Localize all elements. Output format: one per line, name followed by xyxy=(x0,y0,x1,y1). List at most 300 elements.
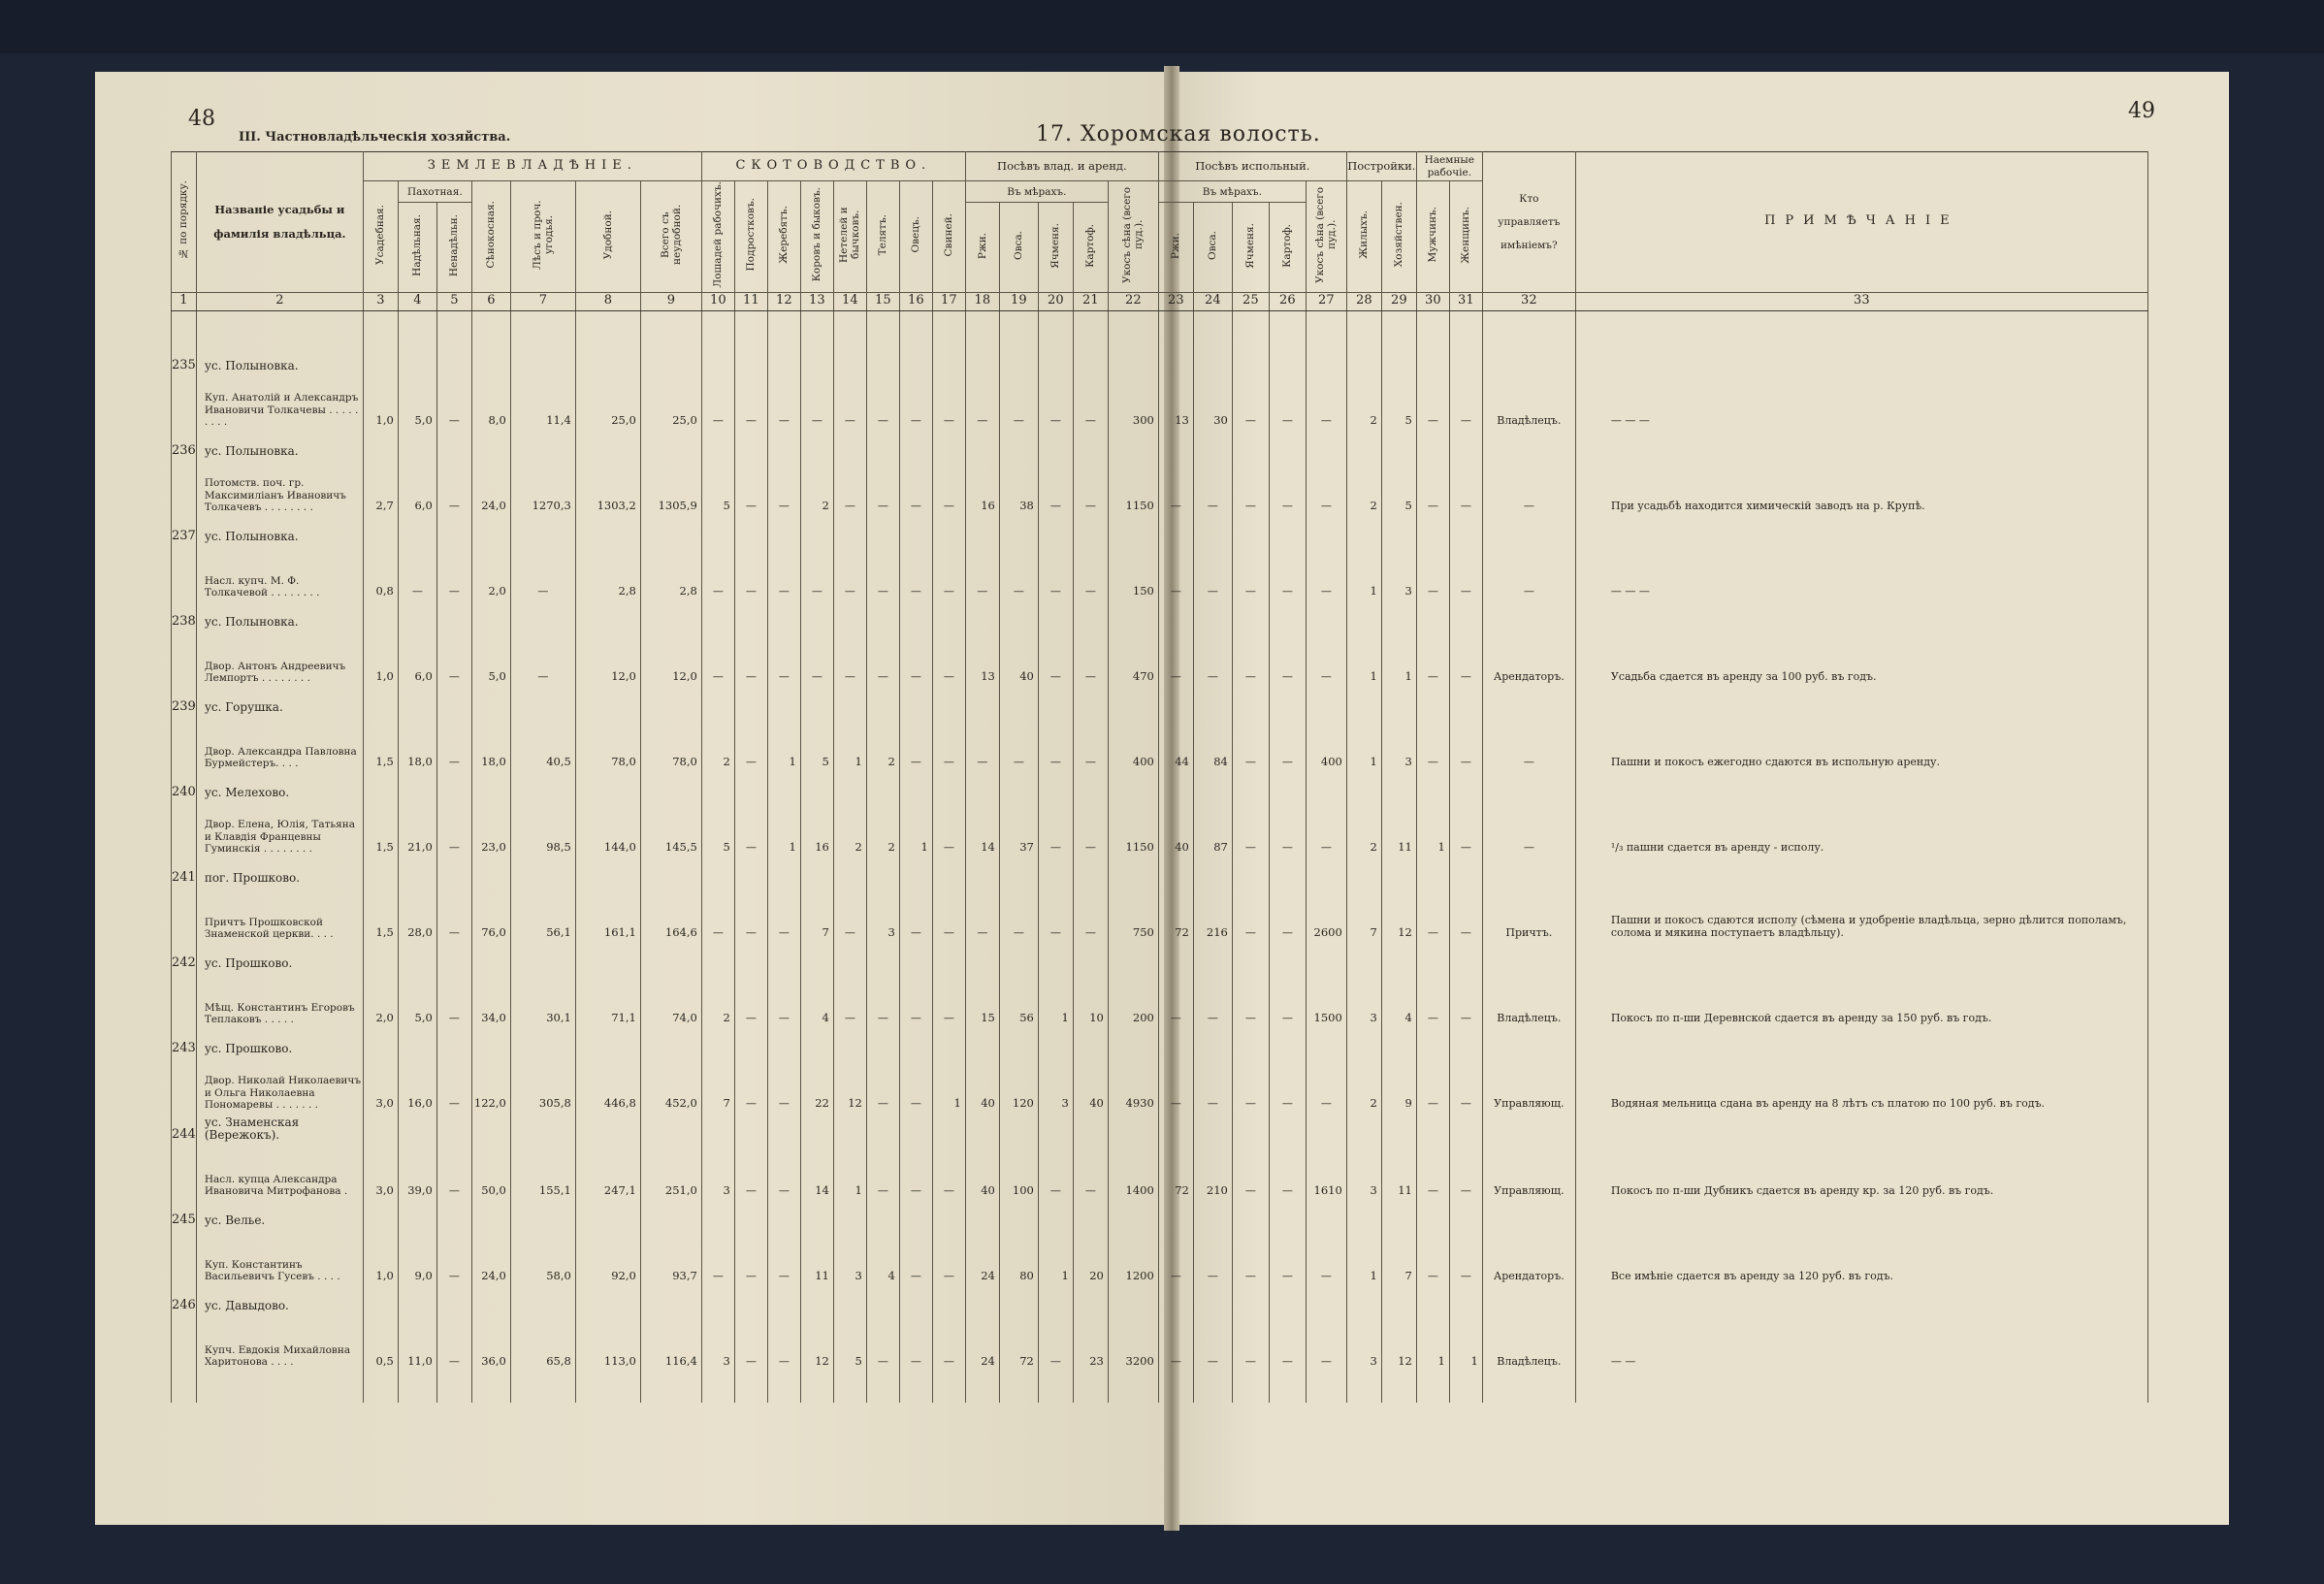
empty-cell xyxy=(1416,775,1449,804)
data-cell: 164,6 xyxy=(640,889,701,946)
empty-cell xyxy=(1232,604,1269,633)
data-cell: 72 xyxy=(999,1317,1038,1374)
data-cell: 78,0 xyxy=(575,719,640,775)
table-row xyxy=(172,1147,2148,1203)
empty-cell xyxy=(363,690,398,719)
udobnoy-header: Удобной. xyxy=(575,181,640,293)
empty-cell xyxy=(734,604,767,633)
column-number: 27 xyxy=(1306,292,1346,310)
data-cell: 80 xyxy=(999,1232,1038,1288)
data-cell: — xyxy=(932,377,965,434)
data-cell: — xyxy=(1269,463,1306,519)
empty-cell xyxy=(1482,1288,1575,1317)
data-cell: — xyxy=(701,1232,734,1288)
data-cell: — xyxy=(734,1147,767,1203)
empty-cell xyxy=(1158,1116,1193,1148)
empty-cell xyxy=(767,1031,800,1060)
data-cell: — xyxy=(1416,1060,1449,1116)
data-cell: — xyxy=(1306,377,1346,434)
empty-cell xyxy=(800,1116,833,1148)
empty-cell xyxy=(363,775,398,804)
data-cell: 25,0 xyxy=(575,377,640,434)
empty-cell xyxy=(899,519,932,548)
empty-cell xyxy=(1449,519,1482,548)
empty-cell xyxy=(575,1031,640,1060)
estate-name: ус. Велье. xyxy=(196,1203,363,1232)
record-index: 244 xyxy=(172,1116,197,1148)
record-index: 239 xyxy=(172,690,197,719)
empty-cell xyxy=(471,1116,510,1148)
empty-cell xyxy=(172,804,197,860)
data-cell: 40 xyxy=(1158,804,1193,860)
empty-cell xyxy=(1193,775,1232,804)
empty-cell xyxy=(866,1203,899,1232)
estate-name: ус. Полыновка. xyxy=(196,348,363,377)
data-cell: 3 xyxy=(1381,719,1416,775)
empty-cell xyxy=(899,775,932,804)
data-cell: 3 xyxy=(1346,1317,1381,1374)
data-cell: 1303,2 xyxy=(575,463,640,519)
empty-cell xyxy=(932,434,965,463)
data-cell: — xyxy=(1449,633,1482,690)
empty-cell xyxy=(767,434,800,463)
data-cell: 5 xyxy=(701,804,734,860)
data-cell: — xyxy=(1073,463,1108,519)
empty-cell xyxy=(1449,1203,1482,1232)
data-cell: 2 xyxy=(800,463,833,519)
empty-cell xyxy=(1575,1288,2147,1317)
data-cell: — xyxy=(734,719,767,775)
empty-cell xyxy=(1038,348,1073,377)
column-number: 29 xyxy=(1381,292,1416,310)
data-cell: 12,0 xyxy=(575,633,640,690)
data-cell: — xyxy=(436,633,471,690)
empty-cell xyxy=(1108,519,1158,548)
col-idx-header: № по порядку. xyxy=(172,152,197,293)
column-number: 11 xyxy=(734,292,767,310)
data-cell: 247,1 xyxy=(575,1147,640,1203)
empty-cell xyxy=(734,1288,767,1317)
data-cell: — xyxy=(701,377,734,434)
empty-cell xyxy=(833,1203,866,1232)
empty-cell xyxy=(1482,775,1575,804)
empty-cell xyxy=(899,860,932,889)
land-group-header: ЗЕМЛЕВЛАДѢНІЕ. xyxy=(363,152,701,181)
data-cell: — xyxy=(436,719,471,775)
empty-cell xyxy=(1306,690,1346,719)
data-cell: 76,0 xyxy=(471,889,510,946)
data-cell: 1305,9 xyxy=(640,463,701,519)
data-cell: — xyxy=(932,633,965,690)
empty-cell xyxy=(471,519,510,548)
data-cell: 2 xyxy=(1346,377,1381,434)
empty-cell xyxy=(1381,690,1416,719)
empty-cell xyxy=(965,690,999,719)
empty-cell xyxy=(1038,690,1073,719)
data-cell: — xyxy=(1269,1060,1306,1116)
empty-cell xyxy=(471,860,510,889)
empty-cell xyxy=(1158,775,1193,804)
empty-cell xyxy=(1108,604,1158,633)
data-cell: 1 xyxy=(1449,1317,1482,1374)
data-cell: 4 xyxy=(866,1232,899,1288)
data-cell: 1,5 xyxy=(363,889,398,946)
data-cell: — xyxy=(899,463,932,519)
data-cell: 3 xyxy=(1038,1060,1073,1116)
empty-cell xyxy=(734,348,767,377)
cattle-group-header: СКОТОВОДСТВО. xyxy=(701,152,965,181)
data-cell: — xyxy=(436,1060,471,1116)
empty-cell xyxy=(1108,348,1158,377)
data-cell: 11,4 xyxy=(510,377,575,434)
zhilyh-header: Жилыхъ. xyxy=(1346,181,1381,293)
data-cell: 18,0 xyxy=(471,719,510,775)
empty-cell xyxy=(1346,1203,1381,1232)
empty-cell xyxy=(1482,1031,1575,1060)
empty-cell xyxy=(734,775,767,804)
owner-name: Двор. Александра Павловна Бурмейстеръ. . . . xyxy=(196,719,363,775)
empty-cell xyxy=(1575,1203,2147,1232)
column-number: 14 xyxy=(833,292,866,310)
data-cell: — xyxy=(1038,1147,1073,1203)
data-cell: — xyxy=(1269,719,1306,775)
data-cell: 470 xyxy=(1108,633,1158,690)
data-cell: — xyxy=(866,975,899,1031)
data-cell: 2600 xyxy=(1306,889,1346,946)
note-cell: Пашни и покосъ сдаются исполу (сѣмена и удобреніе владѣльца, зерно дѣлится пополамъ, солома и мякина поступаетъ владѣльцу). xyxy=(1575,889,2147,946)
data-cell: 14 xyxy=(965,804,999,860)
data-cell: — xyxy=(1306,804,1346,860)
data-cell: 5 xyxy=(1381,377,1416,434)
empty-cell xyxy=(1346,1288,1381,1317)
data-cell: — xyxy=(1449,1232,1482,1288)
table-row xyxy=(172,1232,2148,1288)
owner-name: Куп. Анатолій и Александръ Ивановичи Толкачевы . . . . . . . . . xyxy=(196,377,363,434)
data-cell: 36,0 xyxy=(471,1317,510,1374)
data-cell: 15 xyxy=(965,975,999,1031)
manager-cell: Арендаторъ. xyxy=(1482,1232,1575,1288)
empty-cell xyxy=(575,1116,640,1148)
estate-row xyxy=(172,860,2148,889)
hozyaystv-header: Хозяйствен. xyxy=(1381,181,1416,293)
empty-cell xyxy=(363,1288,398,1317)
data-cell: 251,0 xyxy=(640,1147,701,1203)
data-cell: 1200 xyxy=(1108,1232,1158,1288)
data-cell: — xyxy=(833,633,866,690)
empty-cell xyxy=(1073,775,1108,804)
sviney-header: Свиней. xyxy=(932,181,965,293)
data-cell: — xyxy=(1038,463,1073,519)
data-cell: 2 xyxy=(833,804,866,860)
note-cell: — — — xyxy=(1575,548,2147,604)
empty-cell xyxy=(800,604,833,633)
estate-name: пог. Прошково. xyxy=(196,860,363,889)
data-cell: 9 xyxy=(1381,1060,1416,1116)
owner-name: Двор. Николай Николаевичъ и Ольга Николаевна Пономаревы . . . . . . . xyxy=(196,1060,363,1116)
estate-row xyxy=(172,604,2148,633)
data-cell: 145,5 xyxy=(640,804,701,860)
empty-cell xyxy=(436,690,471,719)
empty-cell xyxy=(701,434,734,463)
data-cell: 24,0 xyxy=(471,1232,510,1288)
empty-cell xyxy=(999,348,1038,377)
empty-cell xyxy=(1306,1288,1346,1317)
data-cell: 8,0 xyxy=(471,377,510,434)
data-cell: — xyxy=(965,377,999,434)
owner-name: Насл. купч. М. Ф. Толкачевой . . . . . . . . xyxy=(196,548,363,604)
data-cell: — xyxy=(734,1060,767,1116)
data-cell: — xyxy=(932,1147,965,1203)
empty-cell xyxy=(1269,1288,1306,1317)
empty-cell xyxy=(866,348,899,377)
data-cell: 22 xyxy=(800,1060,833,1116)
data-cell: 2 xyxy=(701,975,734,1031)
data-cell: 34,0 xyxy=(471,975,510,1031)
empty-cell xyxy=(510,604,575,633)
data-cell: — xyxy=(1449,463,1482,519)
empty-cell xyxy=(800,1031,833,1060)
empty-cell xyxy=(575,690,640,719)
table-row xyxy=(172,548,2148,604)
data-cell: 78,0 xyxy=(640,719,701,775)
empty-cell xyxy=(172,633,197,690)
empty-cell xyxy=(866,1031,899,1060)
owner-name: Мѣщ. Константинъ Егоровъ Теплаковъ . . . . . xyxy=(196,975,363,1031)
empty-cell xyxy=(1158,1031,1193,1060)
empty-cell xyxy=(833,1288,866,1317)
data-cell: 11 xyxy=(1381,804,1416,860)
data-cell: 16,0 xyxy=(398,1060,436,1116)
data-cell: — xyxy=(1038,889,1073,946)
data-cell: — xyxy=(899,1232,932,1288)
data-cell: — xyxy=(1269,377,1306,434)
ledger-table xyxy=(171,151,2148,1403)
empty-cell xyxy=(1108,1031,1158,1060)
data-cell: — xyxy=(833,548,866,604)
data-cell: 122,0 xyxy=(471,1060,510,1116)
empty-cell xyxy=(1073,348,1108,377)
data-cell: 40 xyxy=(1073,1060,1108,1116)
empty-cell xyxy=(899,690,932,719)
data-cell: 5 xyxy=(1381,463,1416,519)
empty-cell xyxy=(575,519,640,548)
empty-cell xyxy=(866,1288,899,1317)
data-cell: 1 xyxy=(767,719,800,775)
empty-cell xyxy=(471,1203,510,1232)
data-cell: 1 xyxy=(932,1060,965,1116)
column-number: 18 xyxy=(965,292,999,310)
empty-cell xyxy=(833,1116,866,1148)
data-cell: — xyxy=(1038,633,1073,690)
empty-cell xyxy=(1575,434,2147,463)
empty-cell xyxy=(471,348,510,377)
empty-cell xyxy=(1158,1203,1193,1232)
data-cell: 3,0 xyxy=(363,1060,398,1116)
empty-cell xyxy=(1038,604,1073,633)
empty-cell xyxy=(363,604,398,633)
estate-name: ус. Горушка. xyxy=(196,690,363,719)
column-number: 22 xyxy=(1108,292,1158,310)
data-cell: — xyxy=(1416,975,1449,1031)
estate-row xyxy=(172,1116,2148,1148)
data-cell: — xyxy=(1306,1060,1346,1116)
data-cell: — xyxy=(1073,1147,1108,1203)
empty-cell xyxy=(363,1203,398,1232)
empty-cell xyxy=(1108,775,1158,804)
data-cell: — xyxy=(1449,975,1482,1031)
empty-cell xyxy=(363,348,398,377)
empty-cell xyxy=(1575,519,2147,548)
empty-cell xyxy=(800,1288,833,1317)
empty-cell xyxy=(510,1031,575,1060)
data-cell: 4930 xyxy=(1108,1060,1158,1116)
owner-name: Двор. Антонъ Андреевичъ Лемпортъ . . . . . . . . xyxy=(196,633,363,690)
empty-cell xyxy=(436,775,471,804)
data-cell: — xyxy=(436,889,471,946)
data-cell: 2 xyxy=(1346,463,1381,519)
data-cell: — xyxy=(1416,719,1449,775)
data-cell: 113,0 xyxy=(575,1317,640,1374)
data-cell: — xyxy=(1269,1147,1306,1203)
empty-cell xyxy=(701,1203,734,1232)
empty-cell xyxy=(800,860,833,889)
empty-cell xyxy=(1073,519,1108,548)
data-cell: 21,0 xyxy=(398,804,436,860)
empty-cell xyxy=(1073,1116,1108,1148)
empty-cell xyxy=(1575,775,2147,804)
data-cell: 1 xyxy=(899,804,932,860)
data-cell: 5 xyxy=(800,719,833,775)
column-number: 20 xyxy=(1038,292,1073,310)
empty-cell xyxy=(965,519,999,548)
empty-cell xyxy=(1482,946,1575,975)
data-cell: 30,1 xyxy=(510,975,575,1031)
empty-cell xyxy=(575,348,640,377)
data-cell: 24 xyxy=(965,1232,999,1288)
empty-cell xyxy=(965,434,999,463)
data-cell: 40 xyxy=(965,1147,999,1203)
data-cell: 9,0 xyxy=(398,1232,436,1288)
data-cell: 23 xyxy=(1073,1317,1108,1374)
empty-cell xyxy=(1575,690,2147,719)
empty-cell xyxy=(1449,348,1482,377)
empty-cell xyxy=(1346,519,1381,548)
data-cell: — xyxy=(1232,1060,1269,1116)
data-cell: 40 xyxy=(999,633,1038,690)
data-cell: 210 xyxy=(1193,1147,1232,1203)
data-cell: — xyxy=(1193,1232,1232,1288)
data-cell: 72 xyxy=(1158,889,1193,946)
data-cell: — xyxy=(932,463,965,519)
empty-cell xyxy=(1575,1031,2147,1060)
empty-cell xyxy=(1346,690,1381,719)
data-cell: — xyxy=(1449,804,1482,860)
data-cell: 3 xyxy=(1381,548,1416,604)
note-cell: Пашни и покосъ ежегодно сдаются въ испольную аренду. xyxy=(1575,719,2147,775)
empty-cell xyxy=(575,860,640,889)
data-cell: — xyxy=(999,889,1038,946)
column-number: 16 xyxy=(899,292,932,310)
estate-name: ус. Полыновка. xyxy=(196,434,363,463)
empty-cell xyxy=(1158,1288,1193,1317)
data-cell: — xyxy=(734,463,767,519)
data-cell: 38 xyxy=(999,463,1038,519)
data-cell: 1 xyxy=(1416,1317,1449,1374)
empty-cell xyxy=(833,690,866,719)
data-cell: — xyxy=(1416,1232,1449,1288)
data-cell: — xyxy=(734,804,767,860)
empty-cell xyxy=(1193,946,1232,975)
empty-cell xyxy=(640,860,701,889)
data-cell: — xyxy=(734,975,767,1031)
empty-cell xyxy=(767,775,800,804)
data-cell: — xyxy=(1038,548,1073,604)
workers-header: Наемные рабочіе. xyxy=(1416,152,1482,181)
empty-cell xyxy=(1073,1203,1108,1232)
data-cell: — xyxy=(436,377,471,434)
empty-cell xyxy=(1416,1203,1449,1232)
col-name-header xyxy=(196,152,363,293)
empty-cell xyxy=(1158,348,1193,377)
data-cell: — xyxy=(1232,548,1269,604)
table-row xyxy=(172,377,2148,434)
empty-cell xyxy=(1073,604,1108,633)
column-number: 32 xyxy=(1482,292,1575,310)
data-cell: 5 xyxy=(701,463,734,519)
data-cell: — xyxy=(1038,804,1073,860)
data-cell: — xyxy=(1416,463,1449,519)
table-end-row xyxy=(172,1374,2148,1403)
data-cell: 200 xyxy=(1108,975,1158,1031)
data-cell: 12 xyxy=(1381,1317,1416,1374)
data-cell: — xyxy=(1158,463,1193,519)
data-cell: — xyxy=(965,719,999,775)
empty-cell xyxy=(1038,775,1073,804)
empty-cell xyxy=(398,1288,436,1317)
data-cell: — xyxy=(932,975,965,1031)
data-cell: — xyxy=(436,975,471,1031)
empty-cell xyxy=(172,975,197,1031)
estate-name: ус. Полыновка. xyxy=(196,604,363,633)
data-cell: — xyxy=(899,719,932,775)
empty-cell xyxy=(172,1317,197,1374)
column-number: 24 xyxy=(1193,292,1232,310)
empty-cell xyxy=(510,860,575,889)
data-cell: 37 xyxy=(999,804,1038,860)
data-cell: — xyxy=(1232,719,1269,775)
manager-cell: Управляющ. xyxy=(1482,1147,1575,1203)
empty-cell xyxy=(172,548,197,604)
empty-cell xyxy=(436,1203,471,1232)
data-cell: 72 xyxy=(1158,1147,1193,1203)
data-cell: — xyxy=(833,975,866,1031)
empty-cell xyxy=(833,775,866,804)
empty-cell xyxy=(575,1203,640,1232)
note-cell: Водяная мельница сдана въ аренду на 8 лѣтъ съ платою по 100 руб. въ годъ. xyxy=(1575,1060,2147,1116)
owner-name: Куп. Константинъ Васильевичъ Гусевъ . . . . xyxy=(196,1232,363,1288)
empty-cell xyxy=(1449,1288,1482,1317)
empty-cell xyxy=(398,690,436,719)
empty-cell xyxy=(1575,860,2147,889)
empty-cell xyxy=(1108,860,1158,889)
empty-cell xyxy=(398,1203,436,1232)
data-cell: — xyxy=(932,804,965,860)
empty-cell xyxy=(899,1031,932,1060)
empty-cell xyxy=(1038,946,1073,975)
data-cell: — xyxy=(436,1232,471,1288)
empty-cell xyxy=(866,434,899,463)
ukos-owned-header: Укосъ сѣна (всего пуд.). xyxy=(1108,181,1158,293)
